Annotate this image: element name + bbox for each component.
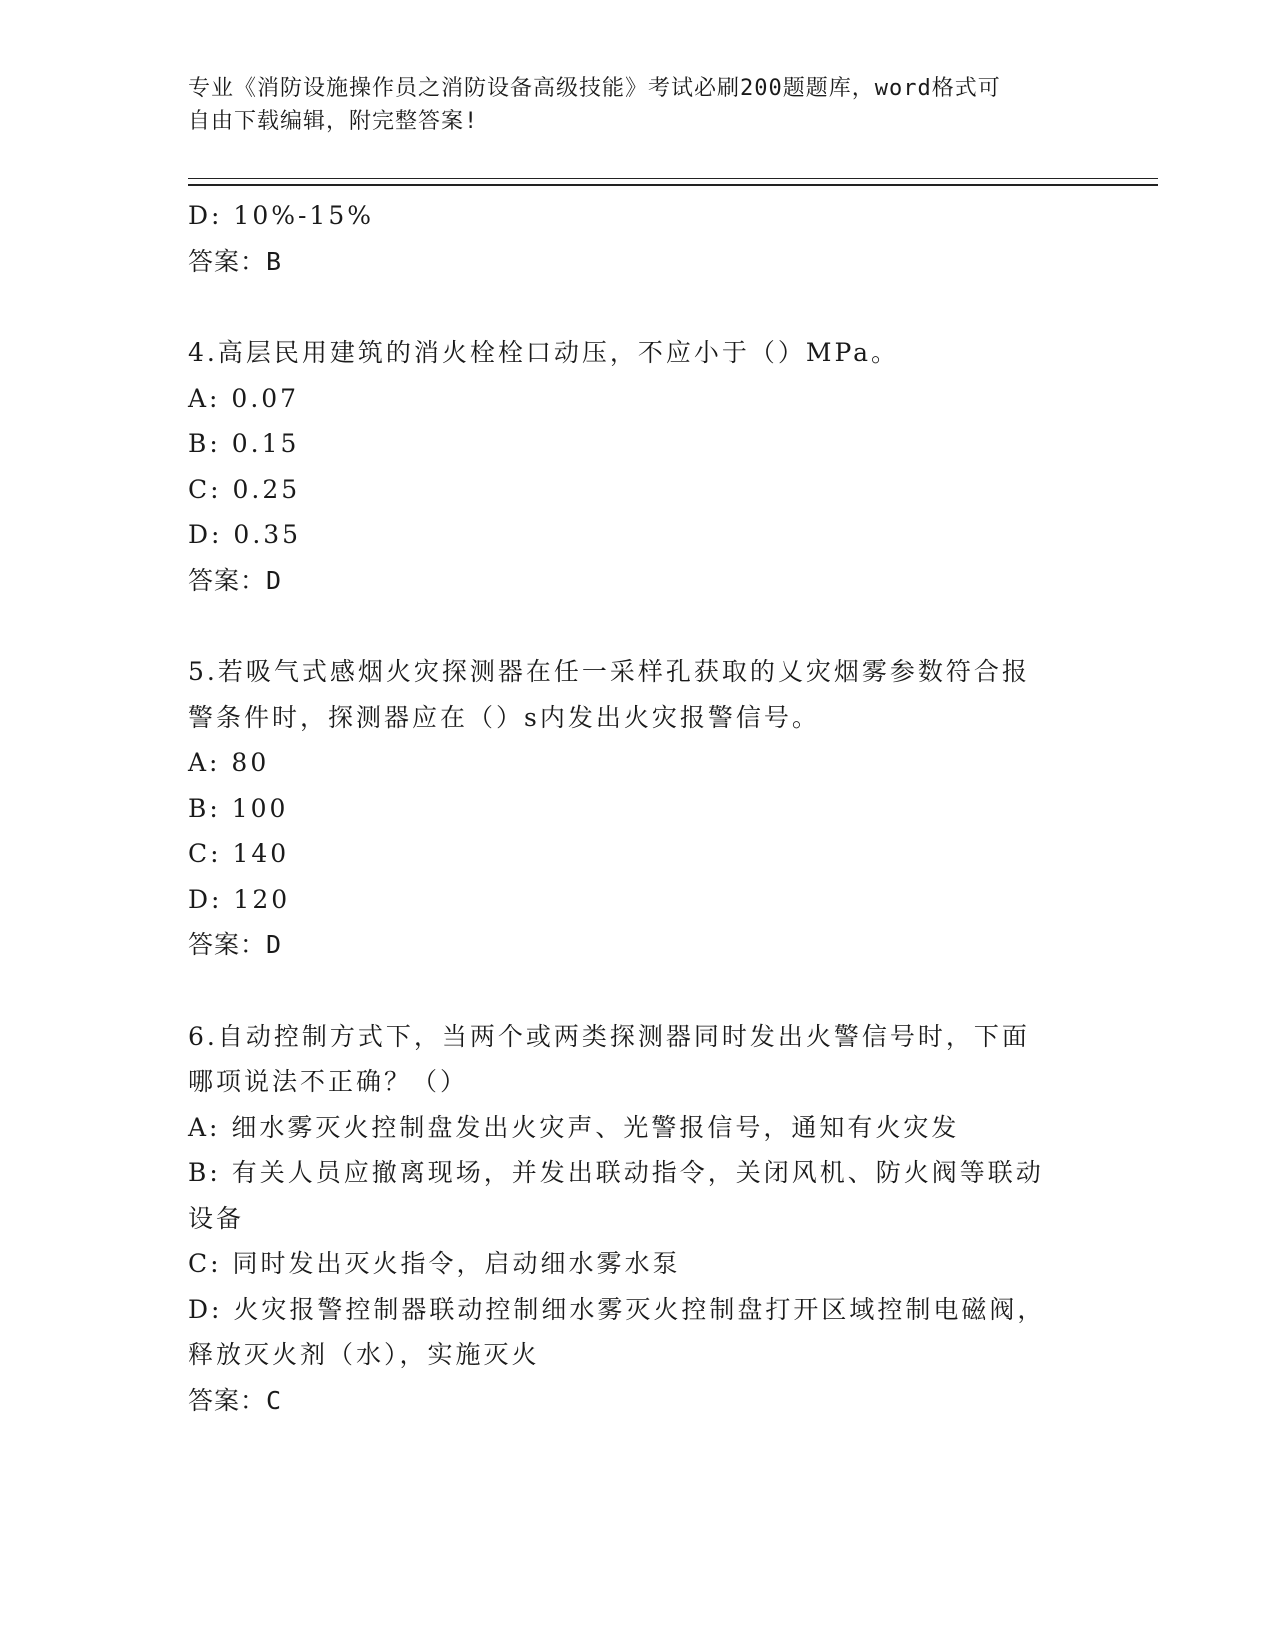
answer-line: 答案：C	[188, 1385, 283, 1415]
question-text-line-2: 哪项说法不正确？（）	[188, 1067, 469, 1096]
header-line-1: 专业《消防设施操作员之消防设备高级技能》考试必刷200题题库，word格式可	[188, 76, 1001, 101]
header-divider	[188, 178, 1158, 186]
option-d-line-1: D: 火灾报警控制器联动控制细水雾灭火控制盘打开区域控制电磁阀，	[188, 1294, 1046, 1324]
spacer	[188, 603, 1088, 649]
option-d: D: 120	[188, 884, 291, 914]
option-a: A: 0.07	[188, 383, 300, 413]
answer-line: 答案：D	[188, 930, 283, 959]
option-b-line-1: B: 有关人员应撤离现场，并发出联动指令，关闭风机、防火阀等联动	[188, 1158, 1044, 1187]
option-d: D: 0.35	[188, 520, 302, 549]
previous-question-tail	[188, 193, 1088, 284]
question-text: 4.高层民用建筑的消火栓栓口动压，不应小于（）MPa。	[188, 338, 900, 367]
option-d-line-2: 释放灭火剂（水），实施灭火	[188, 1340, 540, 1369]
option-a: A: 细水雾灭火控制盘发出火灾声、光警报信号，通知有火灾发	[188, 1112, 960, 1142]
spacer	[188, 968, 1088, 1014]
option-b: B: 0.15	[188, 429, 300, 458]
answer-line: 答案：B	[188, 246, 283, 276]
spacer	[188, 284, 1088, 330]
question-text-line-2: 警条件时，探测器应在（）s内发出火灾报警信号。	[188, 702, 820, 732]
header-line-2: 自由下载编辑，附完整答案!	[188, 109, 479, 134]
option-b: B: 100	[188, 793, 289, 823]
question-4	[188, 330, 1088, 603]
page-header	[188, 72, 1068, 138]
option-d: D: 10%-15%	[188, 201, 374, 230]
option-c: C: 同时发出灭火指令，启动细水雾水泵	[188, 1249, 681, 1278]
question-text-line-1: 6.自动控制方式下，当两个或两类探测器同时发出火警信号时，下面	[188, 1021, 1030, 1051]
question-6	[188, 1014, 1088, 1424]
question-content	[188, 193, 1088, 1423]
option-c: C: 140	[188, 839, 290, 868]
question-text-line-1: 5.若吸气式感烟火灾探测器在任一采样孔获取的乂灾烟雾参数符合报	[188, 657, 1030, 686]
option-c: C: 0.25	[188, 474, 301, 504]
question-5	[188, 649, 1088, 968]
answer-line: 答案：D	[188, 565, 283, 595]
option-a: A: 80	[188, 748, 270, 777]
option-b-line-2: 设备	[188, 1203, 245, 1233]
